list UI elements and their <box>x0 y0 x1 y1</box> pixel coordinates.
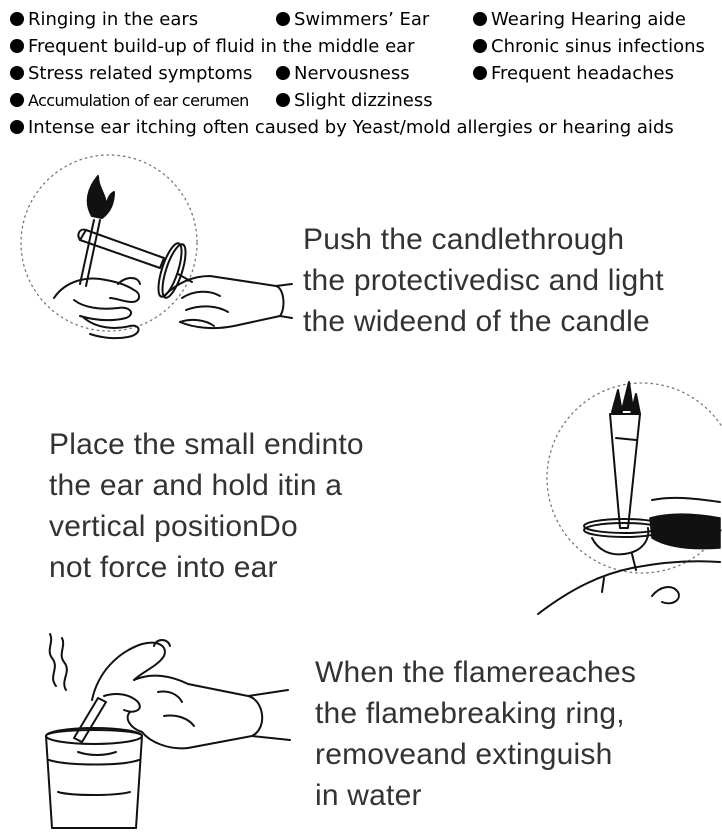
step-3-line: removeand extinguish <box>315 738 613 771</box>
bullet-icon <box>10 12 24 26</box>
bullet-icon <box>276 66 290 80</box>
step-3-line: the flamebreaking ring, <box>315 697 625 730</box>
bullet-icon <box>473 66 487 80</box>
symptom-text: Frequent build-up of fluid in the middle ear <box>28 36 415 57</box>
step-2-instructions <box>49 424 364 588</box>
step-2-line: Place the small endinto <box>49 428 364 461</box>
symptom-item <box>473 63 674 85</box>
step-1-instructions <box>303 219 664 342</box>
symptom-item <box>10 36 415 58</box>
symptom-item <box>10 9 198 31</box>
bullet-icon <box>10 39 24 53</box>
step-3-line: in water <box>315 779 422 812</box>
symptom-text: Ringing in the ears <box>28 9 199 30</box>
bullet-icon <box>10 66 24 80</box>
symptom-item <box>473 36 705 58</box>
symptom-text: Frequent headaches <box>491 63 674 84</box>
symptom-text: Swimmers’ Ear <box>294 9 430 30</box>
light-candle-illustration <box>14 158 294 353</box>
step-1-line: the wideend of the candle <box>303 305 650 338</box>
symptom-text: Wearing Hearing aide <box>491 9 686 30</box>
symptom-list <box>0 0 722 150</box>
step-1-line: Push the candlethrough <box>303 223 625 256</box>
extinguish-in-water-illustration <box>38 632 298 832</box>
symptom-item <box>276 9 429 31</box>
symptom-text: Nervousness <box>294 63 410 84</box>
candle-in-ear-illustration <box>532 378 722 618</box>
bullet-icon <box>276 93 290 107</box>
step-1-line: the protectivedisc and light <box>303 264 664 297</box>
bullet-icon <box>10 120 24 134</box>
step-2-line: not force into ear <box>49 551 278 584</box>
step-2-line: vertical positionDo <box>49 510 298 543</box>
bullet-icon <box>10 93 24 107</box>
symptom-item <box>10 63 252 85</box>
symptom-text: Accumulation of ear cerumen <box>28 91 249 110</box>
step-3-instructions <box>315 652 636 816</box>
symptom-item <box>276 90 433 112</box>
symptom-item <box>473 9 686 31</box>
symptom-text: Slight dizziness <box>294 90 433 111</box>
symptom-text: Intense ear itching often caused by Yeast/mold allergies or hearing aids <box>28 117 674 138</box>
bullet-icon <box>473 12 487 26</box>
step-2-line: the ear and hold itin a <box>49 469 343 502</box>
symptom-item <box>276 63 410 85</box>
bullet-icon <box>276 12 290 26</box>
step-3-line: When the flamereaches <box>315 656 637 689</box>
symptom-item <box>10 117 674 139</box>
symptom-text: Stress related symptoms <box>28 63 253 84</box>
bullet-icon <box>473 39 487 53</box>
symptom-item <box>10 90 249 112</box>
symptom-text: Chronic sinus infections <box>491 36 705 57</box>
